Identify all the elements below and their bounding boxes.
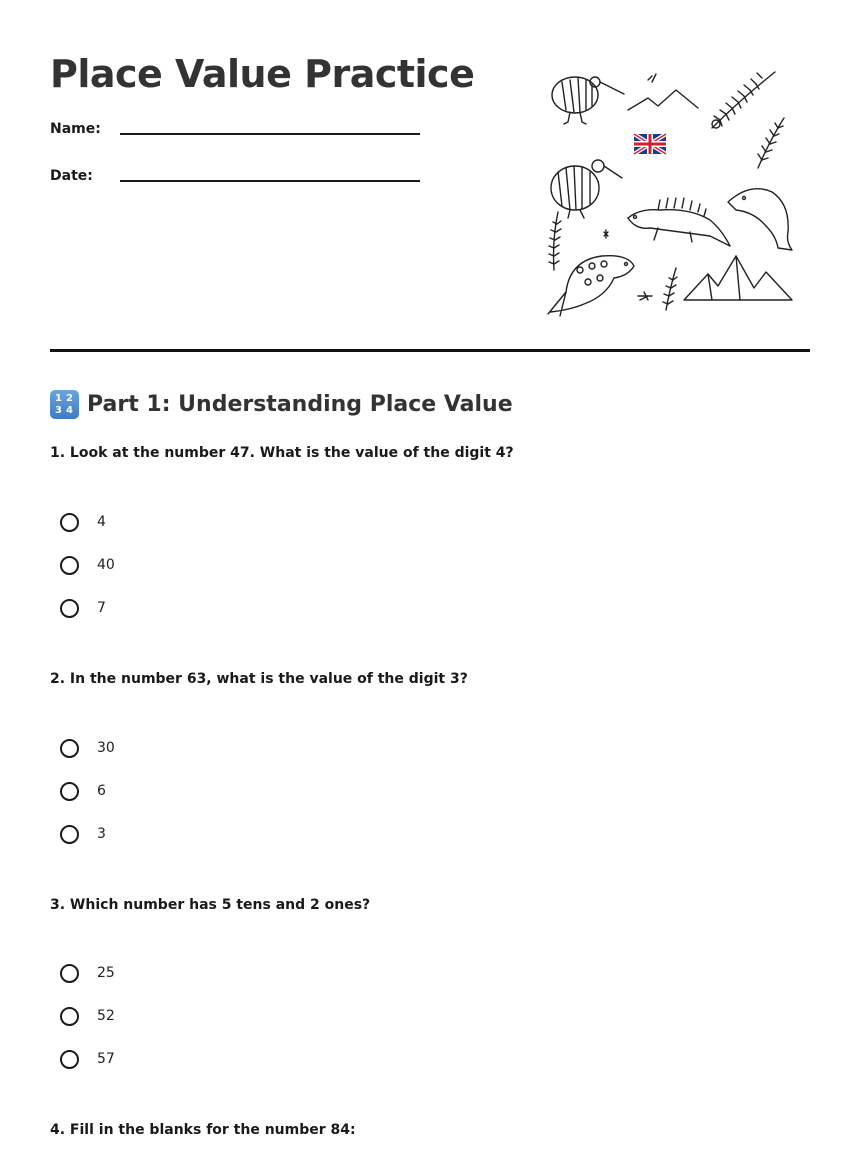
option-label: 52: [97, 1008, 115, 1024]
kiwi-bird-icon: [551, 160, 622, 218]
radio-button[interactable]: [60, 556, 79, 575]
fern-icon: [712, 72, 775, 128]
q3-option-1[interactable]: [60, 961, 115, 985]
page-title: Place Value Practice: [50, 52, 475, 96]
q3-option-3[interactable]: [60, 1047, 115, 1071]
option-label: 40: [97, 557, 115, 573]
fern-icon: [638, 268, 677, 310]
nz-wildlife-illustration: [540, 60, 810, 320]
q2-option-2[interactable]: [60, 779, 106, 803]
q3-option-2[interactable]: [60, 1004, 115, 1028]
option-label: 4: [97, 514, 106, 530]
date-line: [120, 180, 420, 182]
date-label: Date:: [50, 168, 93, 184]
question-1: 1. Look at the number 47. What is the value of the digit 4?: [50, 445, 514, 461]
option-label: 25: [97, 965, 115, 981]
radio-button[interactable]: [60, 1050, 79, 1069]
lizard-icon: [628, 198, 730, 246]
option-label: 6: [97, 783, 106, 799]
fern-icon: [549, 212, 561, 270]
radio-button[interactable]: [60, 782, 79, 801]
option-label: 7: [97, 600, 106, 616]
option-label: 3: [97, 826, 106, 842]
radio-button[interactable]: [60, 599, 79, 618]
radio-button[interactable]: [60, 513, 79, 532]
radio-button[interactable]: [60, 964, 79, 983]
question-3: 3. Which number has 5 tens and 2 ones?: [50, 897, 371, 913]
header-divider: [50, 349, 810, 352]
mountains-icon: [684, 256, 792, 300]
option-label: 30: [97, 740, 115, 756]
seal-icon: [548, 256, 634, 316]
name-label: Name:: [50, 121, 101, 137]
question-2: 2. In the number 63, what is the value of the digit 3?: [50, 671, 468, 687]
numbers-icon: 1 2 3 4: [50, 390, 79, 419]
name-field: [50, 121, 430, 145]
q1-option-3[interactable]: [60, 596, 106, 620]
section-title: Part 1: Understanding Place Value: [87, 391, 513, 417]
kiwi-bird-icon: [552, 77, 624, 124]
dolphin-icon: [728, 189, 792, 250]
mountains-icon: [628, 74, 698, 110]
name-line: [120, 133, 420, 135]
uk-flag-icon: [634, 134, 666, 154]
q1-option-1[interactable]: [60, 510, 106, 534]
section-heading: [50, 389, 513, 419]
leaf-icon: [758, 118, 784, 168]
question-4: 4. Fill in the blanks for the number 84:: [50, 1122, 356, 1138]
date-field: [50, 168, 430, 192]
q2-option-1[interactable]: [60, 736, 115, 760]
radio-button[interactable]: [60, 825, 79, 844]
option-label: 57: [97, 1051, 115, 1067]
radio-button[interactable]: [60, 1007, 79, 1026]
radio-button[interactable]: [60, 739, 79, 758]
q2-option-3[interactable]: [60, 822, 106, 846]
q1-option-2[interactable]: [60, 553, 115, 577]
